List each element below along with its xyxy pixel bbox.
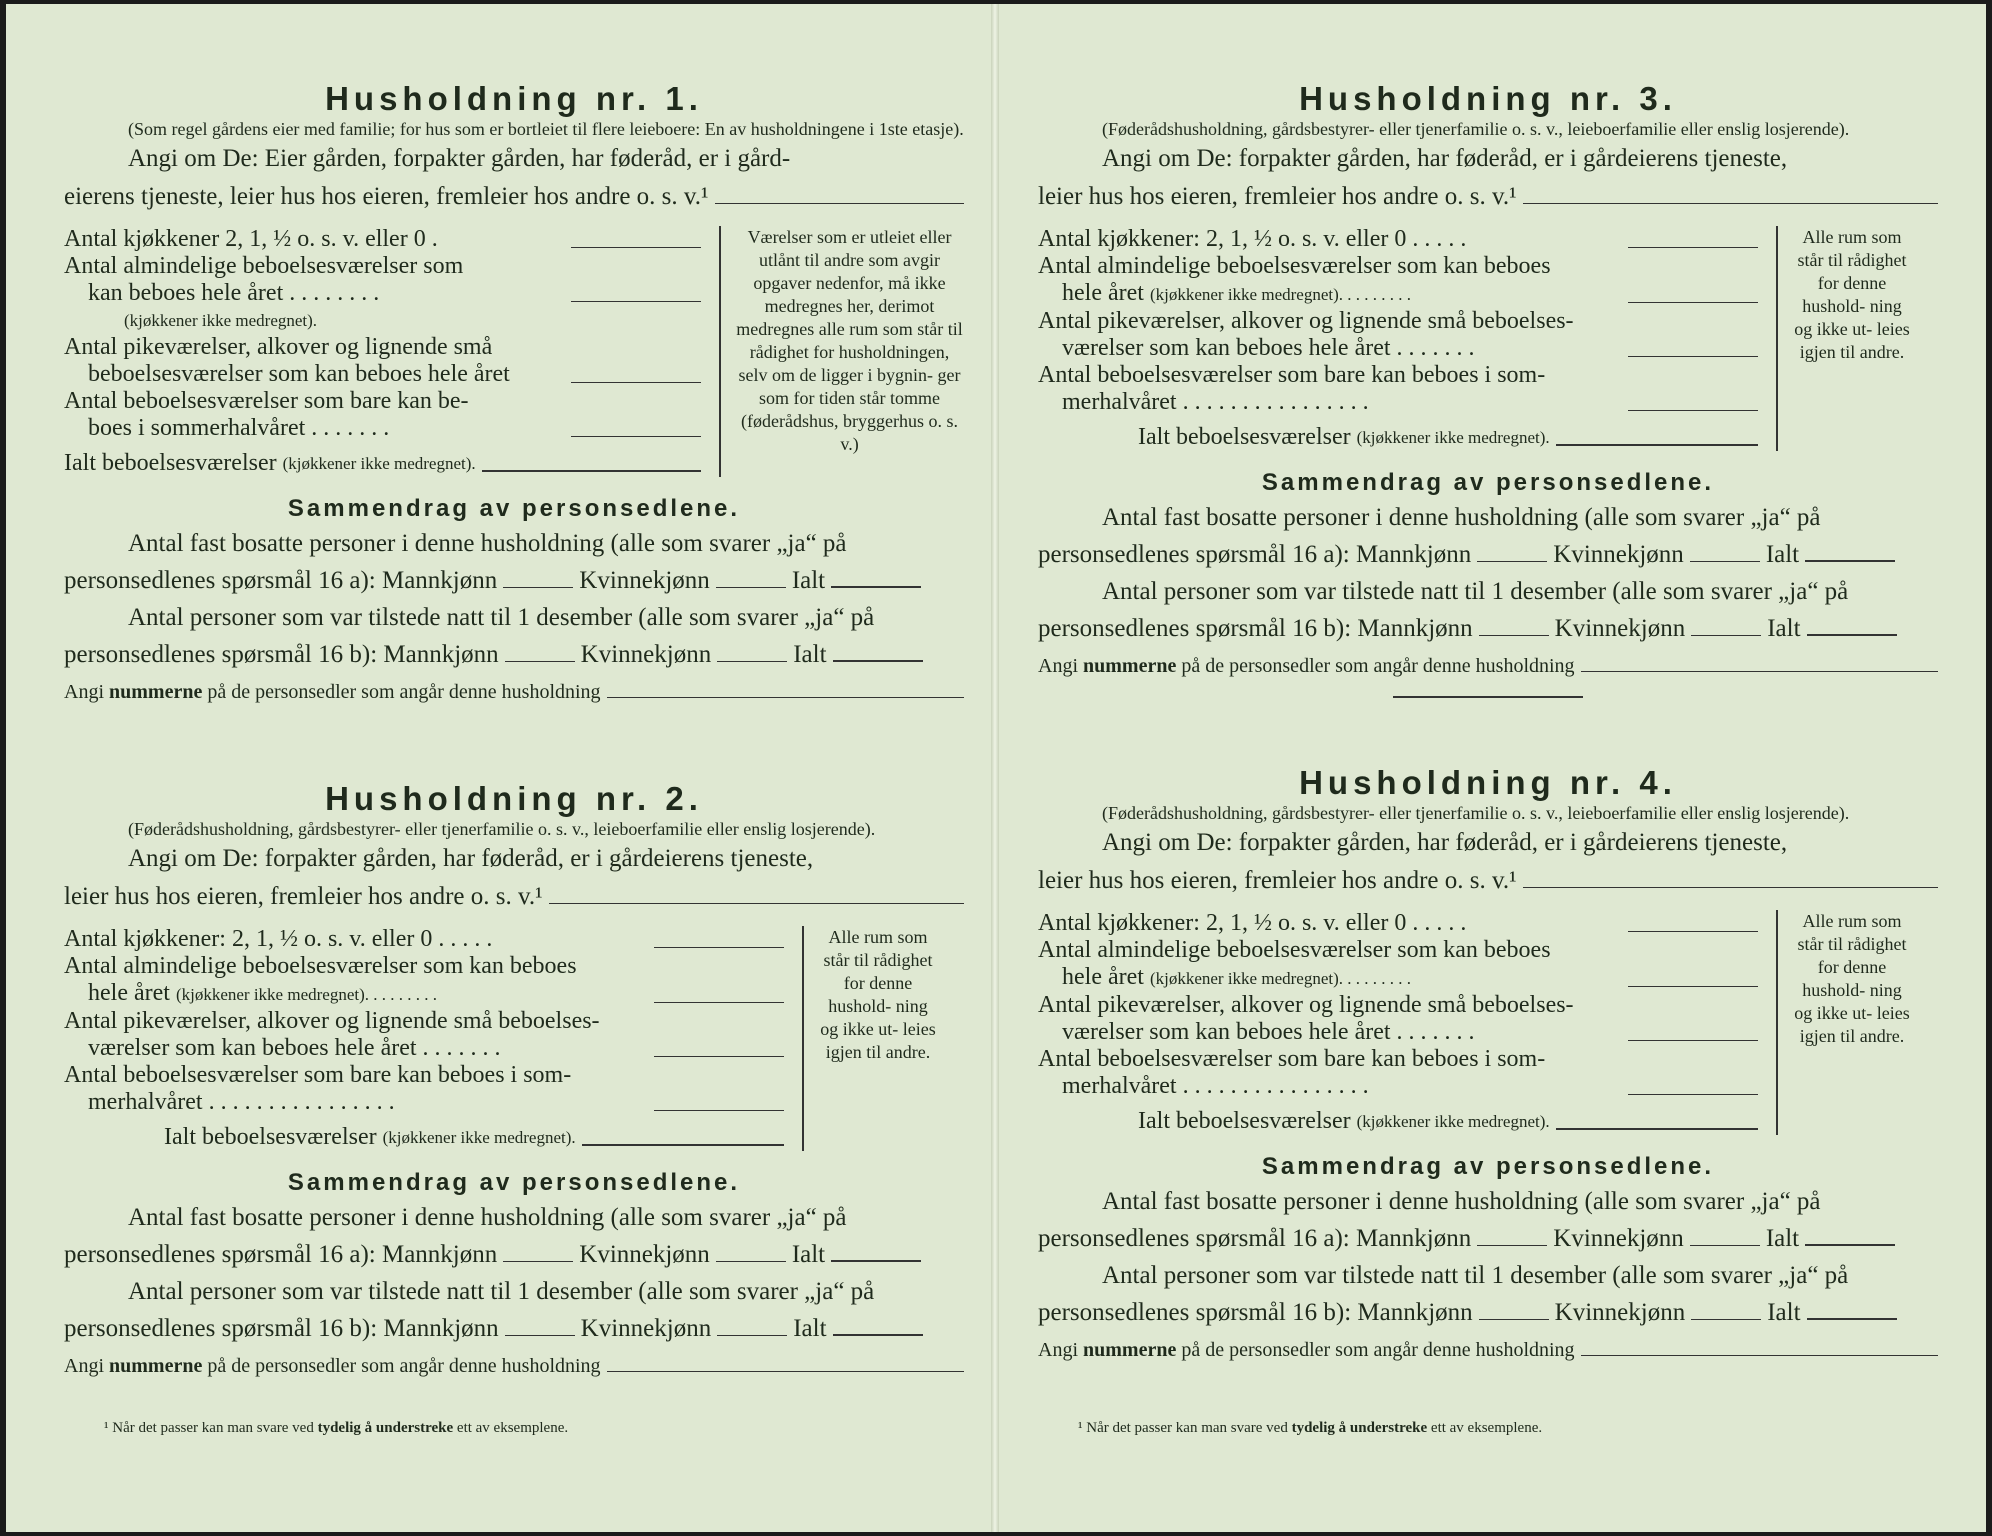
question-rooms: kan beboes hele året . . . . . . . .: [64, 280, 701, 307]
answer-field[interactable]: [582, 1144, 784, 1146]
answer-field[interactable]: [1628, 931, 1758, 932]
household-title: Husholdning nr. 3.: [1299, 80, 1677, 117]
angi-line-1: Angi om De: forpakter gården, har føderåd, er i gårdeierens tjeneste,: [1102, 145, 1788, 172]
angi-line-2: leier hus hos eieren, fremleier hos andre o. s. v.¹: [64, 878, 964, 916]
household-title: Husholdning nr. 1.: [325, 80, 703, 117]
kvinne-field[interactable]: [1691, 1319, 1761, 1320]
question-rooms: hele året (kjøkkener ikke medregnet). . . . . . . . .: [1038, 280, 1758, 308]
question-maid: værelser som kan beboes hele året . . . . . . .: [1038, 335, 1758, 362]
answer-field[interactable]: [571, 436, 701, 437]
summary-b-line1: Antal personer som var tilstede natt til 1 desember (alle som svarer „ja“ på: [128, 604, 875, 631]
summary-b-row: personsedlenes spørsmål 16 b): Mannkjønn Kvinnekjønn Ialt: [64, 637, 964, 673]
question-rooms-line1: Antal almindelige beboelsesværelser som kan beboes: [1038, 937, 1551, 963]
question-kitchens: Antal kjøkkener 2, 1, ½ o. s. v. eller 0 .: [64, 226, 701, 253]
angi-numbers: Angi nummerne på de personsedler som angår denne husholdning: [64, 1355, 964, 1378]
answer-field[interactable]: [607, 697, 964, 698]
rooms-questions: [64, 226, 964, 477]
side-note: Alle rum som står til rådighet for denne hushold- ning og ikke ut- leies igjen til andre.: [1776, 910, 1912, 1135]
question-summer-line1: Antal beboelsesværelser som bare kan beboes i som-: [64, 1062, 572, 1088]
question-rooms: hele året (kjøkkener ikke medregnet). . . . . . . . .: [1038, 964, 1758, 992]
mann-field[interactable]: [1477, 561, 1547, 562]
answer-field[interactable]: [571, 382, 701, 383]
left-page: [64, 4, 1024, 1532]
answer-field[interactable]: [654, 1056, 784, 1057]
ialt-field[interactable]: [833, 1334, 923, 1336]
summary-b-row: personsedlenes spørsmål 16 b): Mannkjønn Kvinnekjønn Ialt: [1038, 1295, 1938, 1331]
angi-line-2: leier hus hos eieren, fremleier hos andre o. s. v.¹: [1038, 178, 1938, 216]
question-summer: merhalvåret . . . . . . . . . . . . . . . .: [1038, 389, 1758, 416]
answer-field[interactable]: [1628, 247, 1758, 248]
mann-field[interactable]: [505, 1335, 575, 1336]
question-maid: beboelsesværelser som kan beboes hele året: [64, 361, 701, 388]
footnote: ¹ Når det passer kan man svare ved tydelig å understreke ett av eksemplene.: [1078, 1420, 1543, 1436]
summary-a-row: personsedlenes spørsmål 16 a): Mannkjønn Kvinnekjønn Ialt: [1038, 537, 1938, 573]
mann-field[interactable]: [1477, 1245, 1547, 1246]
question-rooms-sub: (kjøkkener ikke medregnet).: [124, 311, 318, 330]
section-divider: [1393, 696, 1583, 698]
household-3: [1038, 80, 1938, 698]
summary-title: Sammendrag av personsedlene.: [1261, 1153, 1715, 1180]
ialt-field[interactable]: [1807, 634, 1897, 636]
answer-field[interactable]: [654, 947, 784, 948]
answer-field[interactable]: [1628, 302, 1758, 303]
question-rooms-line1: Antal almindelige beboelsesværelser som kan beboes: [1038, 253, 1551, 279]
household-intro: (Føderådshusholdning, gårdsbestyrer- eller tjenerfamilie o. s. v., leieboerfamilie eller enslig losjerende).: [1102, 803, 1850, 823]
angi-line-2: leier hus hos eieren, fremleier hos andre o. s. v.¹: [1038, 862, 1938, 900]
summary-a-row: personsedlenes spørsmål 16 a): Mannkjønn Kvinnekjønn Ialt: [64, 1237, 964, 1273]
ialt-field[interactable]: [831, 586, 921, 588]
side-note: Alle rum som står til rådighet for denne hushold- ning og ikke ut- leies igjen til andre.: [802, 926, 938, 1151]
question-maid-line1: Antal pikeværelser, alkover og lignende små beboelses-: [1038, 992, 1574, 1018]
angi-line-1: Angi om De: Eier gården, forpakter gården, har føderåd, er i gård-: [128, 145, 791, 172]
answer-field[interactable]: [482, 470, 701, 472]
question-summer: merhalvåret . . . . . . . . . . . . . . . .: [64, 1089, 784, 1116]
summary-b-row: personsedlenes spørsmål 16 b): Mannkjønn Kvinnekjønn Ialt: [64, 1311, 964, 1347]
answer-field[interactable]: [571, 301, 701, 302]
question-summer-line1: Antal beboelsesværelser som bare kan beboes i som-: [1038, 362, 1546, 388]
angi-line-2: eierens tjeneste, leier hus hos eieren, fremleier hos andre o. s. v.¹: [64, 178, 964, 216]
answer-field[interactable]: [654, 1110, 784, 1111]
summary-a-row: personsedlenes spørsmål 16 a): Mannkjønn Kvinnekjønn Ialt: [1038, 1221, 1938, 1257]
kvinne-field[interactable]: [1691, 635, 1761, 636]
total-rooms: Ialt beboelsesværelser (kjøkkener ikke medregnet).: [1038, 1108, 1758, 1135]
footnote: ¹ Når det passer kan man svare ved tydelig å understreke ett av eksemplene.: [104, 1420, 569, 1436]
side-note: Værelser som er utleiet eller utlånt til andre som avgir opgaver nedenfor, må ikke medregnes her, derimot medregnes alle rum som står til rådighet for husholdningen, selv om de ligger i bygnin- ger som for tiden står tomme (føderådshus, bryggerhus o. s. v.): [719, 226, 964, 477]
question-summer-line1: Antal beboelsesværelser som bare kan beboes i som-: [1038, 1046, 1546, 1072]
answer-field[interactable]: [1628, 410, 1758, 411]
summary-b-line1: Antal personer som var tilstede natt til 1 desember (alle som svarer „ja“ på: [1102, 1262, 1849, 1289]
total-rooms: Ialt beboelsesværelser (kjøkkener ikke medregnet).: [64, 450, 701, 477]
summary-title: Sammendrag av personsedlene.: [287, 1169, 741, 1196]
ialt-field[interactable]: [1807, 1318, 1897, 1320]
summary-title: Sammendrag av personsedlene.: [287, 495, 741, 522]
ialt-field[interactable]: [833, 660, 923, 662]
summary-a-line1: Antal fast bosatte personer i denne husholdning (alle som svarer „ja“ på: [128, 1204, 847, 1231]
angi-line-1: Angi om De: forpakter gården, har føderåd, er i gårdeierens tjeneste,: [1102, 829, 1788, 856]
answer-field[interactable]: [571, 247, 701, 248]
question-rooms: hele året (kjøkkener ikke medregnet). . . . . . . . .: [64, 980, 784, 1008]
mann-field[interactable]: [503, 587, 573, 588]
answer-field[interactable]: [1628, 1094, 1758, 1095]
question-kitchens: Antal kjøkkener: 2, 1, ½ o. s. v. eller 0 . . . . .: [1038, 910, 1758, 937]
kvinne-field[interactable]: [1690, 561, 1760, 562]
household-1: [64, 80, 964, 704]
summary-a-line1: Antal fast bosatte personer i denne husholdning (alle som svarer „ja“ på: [1102, 504, 1821, 531]
answer-field[interactable]: [549, 902, 964, 904]
answer-field[interactable]: [1523, 202, 1938, 204]
answer-field[interactable]: [715, 202, 964, 204]
household-2: [64, 780, 964, 1378]
rooms-questions: [64, 926, 964, 1151]
summary-b-line1: Antal personer som var tilstede natt til 1 desember (alle som svarer „ja“ på: [1102, 578, 1849, 605]
answer-field[interactable]: [1556, 444, 1758, 446]
rooms-questions: [1038, 910, 1938, 1135]
angi-line-1: Angi om De: forpakter gården, har føderåd, er i gårdeierens tjeneste,: [128, 845, 814, 872]
kvinne-field[interactable]: [716, 1261, 786, 1262]
question-rooms-line1: Antal almindelige beboelsesværelser som kan beboes: [64, 953, 577, 979]
summary-title: Sammendrag av personsedlene.: [1261, 469, 1715, 496]
angi-numbers: Angi nummerne på de personsedler som angår denne husholdning: [64, 681, 964, 704]
household-title: Husholdning nr. 4.: [1299, 764, 1677, 801]
summary-a-row: personsedlenes spørsmål 16 a): Mannkjønn Kvinnekjønn Ialt: [64, 563, 964, 599]
summary-b-line1: Antal personer som var tilstede natt til 1 desember (alle som svarer „ja“ på: [128, 1278, 875, 1305]
answer-field[interactable]: [1628, 1040, 1758, 1041]
answer-field[interactable]: [607, 1371, 964, 1372]
total-rooms: Ialt beboelsesværelser (kjøkkener ikke medregnet).: [64, 1124, 784, 1151]
household-title: Husholdning nr. 2.: [325, 780, 703, 817]
answer-field[interactable]: [1581, 671, 1938, 672]
mann-field[interactable]: [503, 1261, 573, 1262]
kvinne-field[interactable]: [717, 661, 787, 662]
answer-field[interactable]: [1523, 886, 1938, 888]
ialt-field[interactable]: [1805, 1244, 1895, 1246]
question-maid-line1: Antal pikeværelser, alkover og lignende små beboelses-: [1038, 308, 1574, 334]
census-sheet: [6, 4, 1986, 1532]
question-rooms-line1: Antal almindelige beboelsesværelser som: [64, 253, 464, 279]
side-note: Alle rum som står til rådighet for denne hushold- ning og ikke ut- leies igjen til andre.: [1776, 226, 1912, 451]
household-intro: (Som regel gårdens eier med familie; for hus som er bortleiet til flere leieboere: En av husholdningene i 1ste etasje).: [128, 119, 964, 139]
question-kitchens: Antal kjøkkener: 2, 1, ½ o. s. v. eller 0 . . . . .: [1038, 226, 1758, 253]
question-maid: værelser som kan beboes hele året . . . . . . .: [1038, 1019, 1758, 1046]
answer-field[interactable]: [1581, 1355, 1938, 1356]
ialt-field[interactable]: [831, 1260, 921, 1262]
answer-field[interactable]: [654, 1002, 784, 1003]
question-summer-line1: Antal beboelsesværelser som bare kan be-: [64, 388, 469, 414]
mann-field[interactable]: [505, 661, 575, 662]
summary-a-line1: Antal fast bosatte personer i denne husholdning (alle som svarer „ja“ på: [128, 530, 847, 557]
summary-a-line1: Antal fast bosatte personer i denne husholdning (alle som svarer „ja“ på: [1102, 1188, 1821, 1215]
question-summer: boes i sommerhalvåret . . . . . . .: [64, 415, 701, 442]
ialt-field[interactable]: [1805, 560, 1895, 562]
angi-numbers: Angi nummerne på de personsedler som angår denne husholdning: [1038, 1339, 1938, 1362]
summary-b-row: personsedlenes spørsmål 16 b): Mannkjønn Kvinnekjønn Ialt: [1038, 611, 1938, 647]
answer-field[interactable]: [1628, 356, 1758, 357]
answer-field[interactable]: [1628, 986, 1758, 987]
question-maid-line1: Antal pikeværelser, alkover og lignende små: [64, 334, 493, 360]
question-summer: merhalvåret . . . . . . . . . . . . . . . .: [1038, 1073, 1758, 1100]
kvinne-field[interactable]: [717, 1335, 787, 1336]
household-4: [1038, 764, 1938, 1362]
answer-field[interactable]: [1556, 1128, 1758, 1130]
right-page: [1038, 4, 1992, 1532]
angi-numbers: Angi nummerne på de personsedler som angår denne husholdning: [1038, 655, 1938, 678]
mann-field[interactable]: [1479, 1319, 1549, 1320]
mann-field[interactable]: [1479, 635, 1549, 636]
household-intro: (Føderådshusholdning, gårdsbestyrer- eller tjenerfamilie o. s. v., leieboerfamilie eller enslig losjerende).: [1102, 119, 1850, 139]
rooms-questions: [1038, 226, 1938, 451]
kvinne-field[interactable]: [716, 587, 786, 588]
question-maid: værelser som kan beboes hele året . . . . . . .: [64, 1035, 784, 1062]
household-intro: (Føderådshusholdning, gårdsbestyrer- eller tjenerfamilie o. s. v., leieboerfamilie eller enslig losjerende).: [128, 819, 876, 839]
total-rooms: Ialt beboelsesværelser (kjøkkener ikke medregnet).: [1038, 424, 1758, 451]
kvinne-field[interactable]: [1690, 1245, 1760, 1246]
question-kitchens: Antal kjøkkener: 2, 1, ½ o. s. v. eller 0 . . . . .: [64, 926, 784, 953]
question-maid-line1: Antal pikeværelser, alkover og lignende små beboelses-: [64, 1008, 600, 1034]
